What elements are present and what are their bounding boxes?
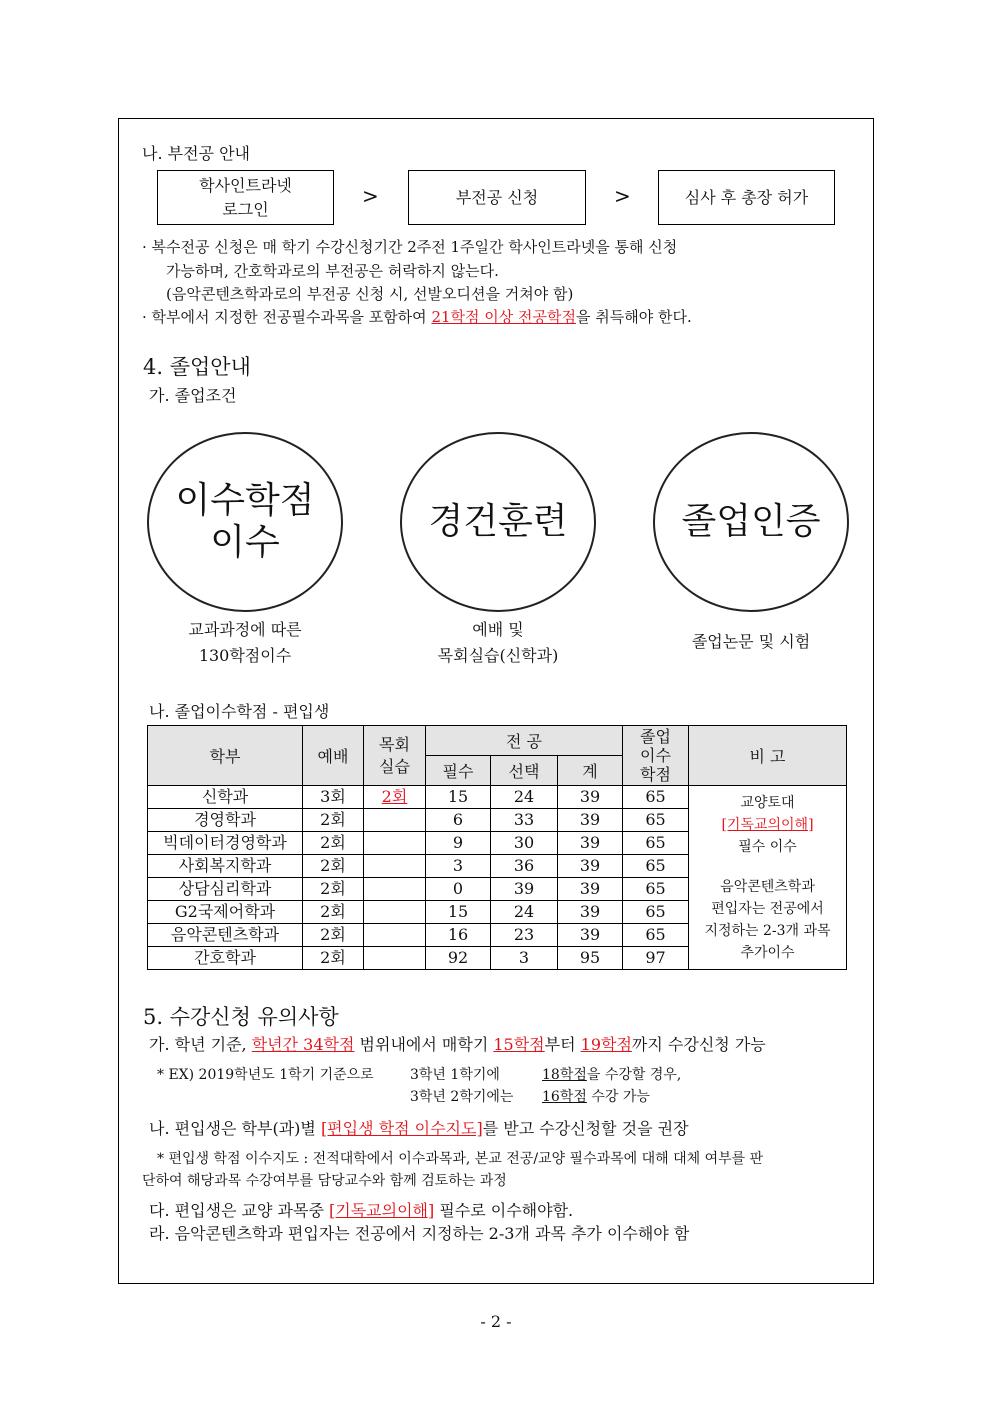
example-line-2-term: 3학년 2학기에는 [410,1089,514,1105]
header-major: 전 공 [426,726,623,756]
cell-dept: 신학과 [148,786,303,809]
flow-step-apply: 부전공 신청 [408,170,586,225]
flow-arrow-2: > [614,184,631,208]
text-a-7: 까지 수강신청 가능 [631,1035,766,1054]
highlight-min-credits: 15학점 [493,1035,545,1054]
cell-required: 6 [426,809,491,832]
text-c-3: 필수로 이수해야함. [434,1201,574,1220]
example-text-7: 수강 가능 [586,1089,650,1105]
note-line-2: [기독교의이해] [721,816,814,833]
cell-required: 9 [426,832,491,855]
header-worship: 예배 [303,726,364,786]
cell-practice [364,947,426,970]
cell-worship: 2회 [303,947,364,970]
caption-piety-training: 예배 및 목회실습(신학과) [437,620,559,665]
header-grad-credits: 졸업 이수 학점 [623,726,689,786]
minor-bullet-1-line-1: · 복수전공 신청은 매 학기 수강신청기간 2주전 1주일간 학사인트라넷을 통해 신청 [142,238,678,256]
caption-credits: 교과과정에 따른 130학점이수 [188,620,302,665]
flow-step-login: 학사인트라넷 로그인 [157,170,334,225]
text-c-1: 다. 편입생은 교양 과목중 [149,1201,329,1220]
cell-dept: 빅데이터경영학과 [148,832,303,855]
registration-item-c [149,1198,573,1221]
text-a-5: 부터 [544,1035,581,1054]
page-number: - 2 - [480,1312,512,1331]
highlight-max-credits: 19학점 [580,1035,632,1054]
cell-grad-credits: 97 [623,947,689,970]
text-a-3: 범위내에서 매학기 [354,1035,494,1054]
cell-dept: 간호학과 [148,947,303,970]
cell-worship: 2회 [303,855,364,878]
header-elective: 선택 [491,756,558,786]
cell-note [689,786,847,970]
cell-elective: 30 [491,832,558,855]
minor-credit-highlight: 21학점 이상 전공학점 [431,308,576,326]
cell-dept: 상담심리학과 [148,878,303,901]
cell-total: 39 [558,855,623,878]
minor-heading: 나. 부전공 안내 [142,144,250,163]
registration-note-b-line-1: * 편입생 학점 이수지도 : 전적대학에서 이수과목과, 본교 전공/교양 필수과목에 대해 대체 여부를 판 [157,1151,764,1167]
cell-elective: 24 [491,901,558,924]
note-line-4: 음악콘텐츠학과 편입자는 전공에서 지정하는 2-3개 과목 추가이수 [704,878,831,961]
example-credits-18: 18학점 [542,1067,587,1083]
graduation-sub-b: 나. 졸업이수학점 - 편입생 [149,702,330,721]
circle-credits: 이수학점 이수 [147,432,343,612]
minor-bullet-2 [142,306,692,327]
header-note: 비 고 [689,726,847,786]
header-required: 필수 [426,756,491,786]
cell-grad-credits: 65 [623,855,689,878]
cell-worship: 2회 [303,924,364,947]
registration-item-a [149,1032,766,1055]
cell-elective: 39 [491,878,558,901]
cell-grad-credits: 65 [623,878,689,901]
cell-dept: 사회복지학과 [148,855,303,878]
cell-elective: 3 [491,947,558,970]
registration-item-d: 라. 음악콘텐츠학과 편입자는 전공에서 지정하는 2-3개 과목 추가 이수해야 함 [149,1224,690,1243]
cell-practice [364,901,426,924]
cell-dept: G2국제어학과 [148,901,303,924]
graduation-credit-table [147,725,847,970]
example-credits-16: 16학점 [542,1089,587,1105]
minor-bullet-1-line-2: 가능하며, 간호학과로의 부전공은 허락하지 않는다. [166,262,499,280]
table-row [148,786,847,809]
cell-total: 39 [558,809,623,832]
cell-required: 16 [426,924,491,947]
cell-total: 39 [558,786,623,809]
text-b-3: 를 받고 수강신청할 것을 권장 [482,1119,689,1138]
example-line-1-lead: * EX) 2019학년도 1학기 기준으로 [157,1067,374,1083]
cell-grad-credits: 65 [623,786,689,809]
flow-step-approval: 심사 후 총장 허가 [658,170,835,225]
cell-worship: 2회 [303,901,364,924]
note-line-3: 필수 이수 [738,838,797,855]
cell-elective: 24 [491,786,558,809]
registration-note-b-line-2: 단하여 해당과목 수강여부를 담당교수와 함께 검토하는 과정 [142,1173,507,1189]
cell-required: 3 [426,855,491,878]
graduation-sub-a: 가. 졸업조건 [149,386,237,405]
cell-grad-credits: 65 [623,809,689,832]
circle-graduation-cert: 졸업인증 [653,432,849,612]
cell-total: 39 [558,832,623,855]
cell-elective: 23 [491,924,558,947]
cell-practice [364,924,426,947]
cell-dept: 경영학과 [148,809,303,832]
minor-bullet-2-post: 을 취득해야 한다. [575,308,692,326]
cell-total: 39 [558,878,623,901]
example-text-4: 을 수강할 경우, [586,1067,682,1083]
cell-required: 15 [426,901,491,924]
text-b-1: 나. 편입생은 학부(과)별 [149,1119,321,1138]
text-a-1: 가. 학년 기준, [149,1035,252,1054]
cell-practice [364,855,426,878]
cell-worship: 2회 [303,878,364,901]
header-dept: 학부 [148,726,303,786]
cell-total: 39 [558,924,623,947]
example-line-1-credits [542,1064,681,1084]
cell-required: 92 [426,947,491,970]
cell-dept: 음악콘텐츠학과 [148,924,303,947]
cell-practice [364,809,426,832]
cell-worship: 2회 [303,832,364,855]
highlight-christian-course: [기독교의이해] [329,1201,435,1220]
cell-total: 95 [558,947,623,970]
header-total: 계 [558,756,623,786]
cell-worship: 2회 [303,809,364,832]
cell-elective: 36 [491,855,558,878]
caption-graduation-cert: 졸업논문 및 시험 [691,632,811,651]
cell-required: 0 [426,878,491,901]
cell-elective: 33 [491,809,558,832]
registration-heading: 5. 수강신청 유의사항 [143,1005,339,1029]
highlight-transfer-guidance: [편입생 학점 이수지도] [320,1119,483,1138]
minor-bullet-1-line-3: (음악콘텐츠학과로의 부전공 신청 시, 선발오디션을 거쳐야 함) [166,285,574,303]
minor-bullet-2-pre: · 학부에서 지정한 전공필수과목을 포함하여 [142,308,432,326]
example-line-1-term: 3학년 1학기에 [410,1067,500,1083]
example-line-2-credits [542,1086,650,1106]
registration-item-b [149,1116,689,1139]
flow-arrow-1: > [362,184,379,208]
highlight-annual-credits: 학년간 34학점 [251,1035,355,1054]
cell-worship: 3회 [303,786,364,809]
cell-grad-credits: 65 [623,901,689,924]
graduation-heading: 4. 졸업안내 [143,355,251,379]
note-line-1: 교양토대 [740,794,795,811]
cell-required: 15 [426,786,491,809]
cell-total: 39 [558,901,623,924]
cell-practice: 2회 [364,786,426,809]
header-practice: 목회 실습 [364,726,426,786]
circle-piety-training: 경건훈련 [400,432,596,612]
cell-practice [364,878,426,901]
cell-grad-credits: 65 [623,832,689,855]
cell-grad-credits: 65 [623,924,689,947]
cell-practice [364,832,426,855]
